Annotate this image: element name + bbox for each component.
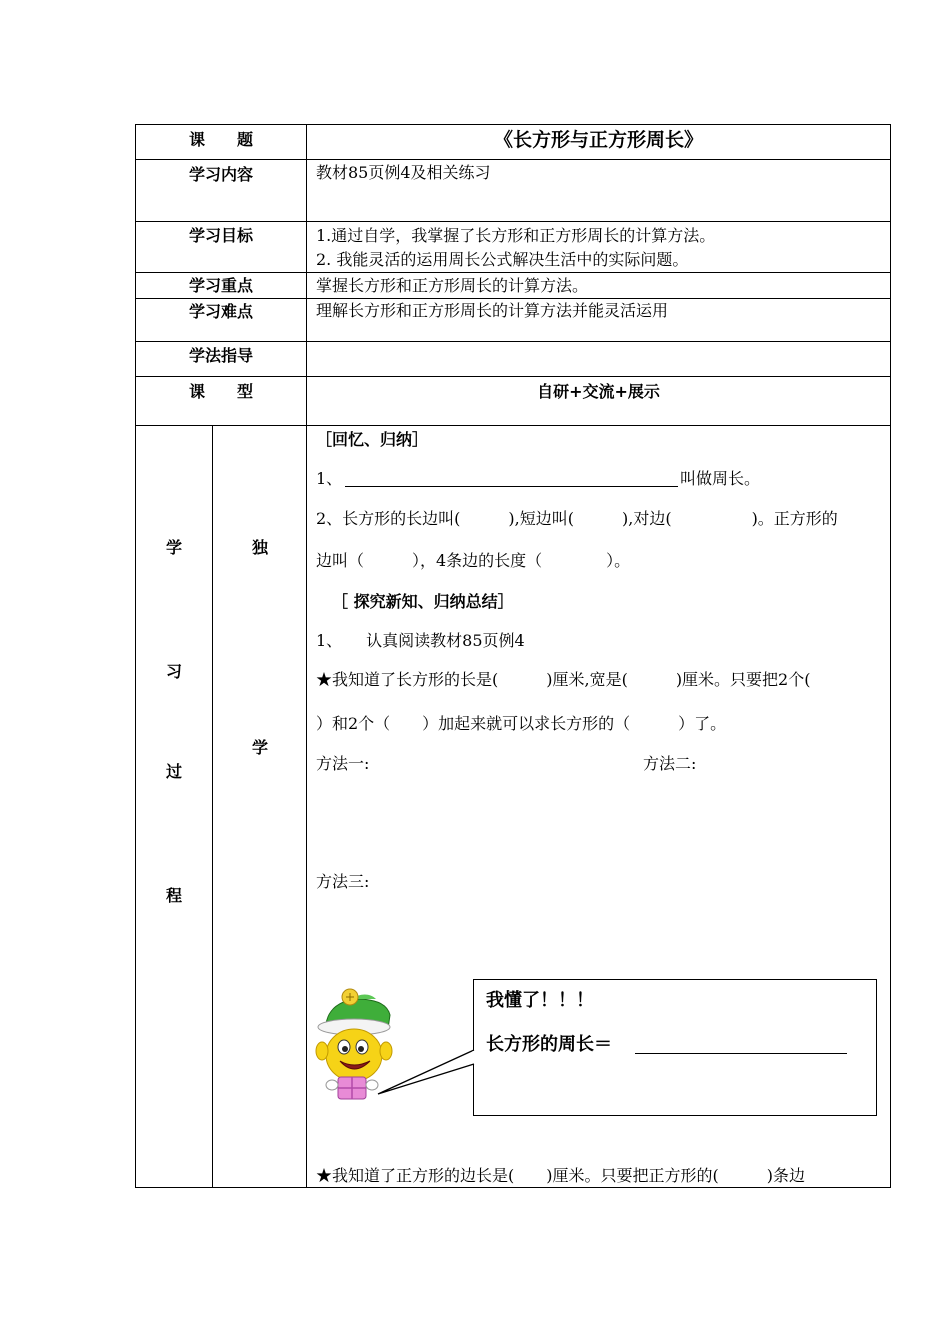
method-two-label: 方法二: bbox=[643, 754, 697, 773]
star-rectangle-line-2: ）和2个（ ）加起来就可以求长方形的（ ）了。 bbox=[316, 714, 727, 733]
key-points-value: 掌握长方形和正方形周长的计算方法。 bbox=[316, 276, 589, 295]
label-content: 学习内容 bbox=[188, 165, 253, 184]
label-method-guide: 学法指导 bbox=[188, 346, 253, 365]
process-char-1: 学 bbox=[166, 538, 183, 557]
bubble-perimeter-formula: 长方形的周长＝ bbox=[486, 1034, 612, 1055]
section-explore-heading: ［ 探究新知、归纳总结］ bbox=[332, 592, 514, 611]
bubble-understood-text: 我懂了！！！ bbox=[486, 990, 594, 1011]
content-value: 教材85页例4及相关练习 bbox=[316, 163, 491, 182]
question-1-prefix: 1、 bbox=[316, 469, 343, 488]
lesson-title: 《长方形与正方形周长》 bbox=[493, 129, 703, 151]
process-char-2: 习 bbox=[166, 662, 183, 681]
star-square-line: ★我知道了正方形的边长是( )厘米。只要把正方形的( )条边 bbox=[316, 1166, 805, 1185]
question-2-line-1: 2、长方形的长边叫( ),短边叫( ),对边( )。正方形的 bbox=[316, 509, 838, 528]
column-divider-inner bbox=[212, 425, 213, 1188]
table-border-top bbox=[135, 124, 891, 125]
label-key-points: 学习重点 bbox=[188, 276, 253, 295]
method-one-label: 方法一: bbox=[316, 754, 370, 773]
goal-line-2: 2. 我能灵活的运用周长公式解决生活中的实际问题。 bbox=[316, 250, 689, 269]
question-1-suffix: 叫做周长。 bbox=[680, 469, 761, 488]
column-divider bbox=[306, 124, 307, 1188]
elf-mascot-icon bbox=[312, 985, 398, 1105]
row-divider bbox=[135, 425, 891, 426]
row-divider bbox=[135, 159, 891, 160]
label-goals: 学习目标 bbox=[188, 226, 253, 245]
section-recall-heading: ［回忆、归纳］ bbox=[316, 430, 429, 449]
label-lesson-type: 课 型 bbox=[188, 382, 253, 401]
method-three-label: 方法三: bbox=[316, 872, 370, 891]
difficulties-value: 理解长方形和正方形周长的计算方法并能灵活运用 bbox=[316, 301, 669, 320]
goal-line-1: 1.通过自学，我掌握了长方形和正方形周长的计算方法。 bbox=[316, 226, 716, 245]
table-border-bottom bbox=[135, 1187, 891, 1188]
self-study-char-2: 学 bbox=[252, 738, 269, 757]
label-difficulties: 学习难点 bbox=[188, 302, 253, 321]
row-divider bbox=[135, 298, 891, 299]
process-char-4: 程 bbox=[166, 886, 183, 905]
row-divider bbox=[135, 221, 891, 222]
self-study-char-1: 独 bbox=[252, 538, 269, 557]
row-divider bbox=[135, 376, 891, 377]
label-topic: 课 题 bbox=[188, 130, 253, 149]
question-2-line-2: 边叫（ ），4条边的长度（ ）。 bbox=[316, 551, 631, 570]
explore-item-1: 1、 认真阅读教材85页例4 bbox=[316, 631, 525, 650]
process-char-3: 过 bbox=[166, 762, 183, 781]
formula-blank-line bbox=[635, 1053, 847, 1054]
lesson-type-value: 自研+交流+展示 bbox=[537, 382, 660, 401]
star-rectangle-line-1: ★我知道了长方形的长是( )厘米,宽是( )厘米。只要把2个( bbox=[316, 670, 811, 689]
row-divider bbox=[135, 272, 891, 273]
row-divider bbox=[135, 341, 891, 342]
table-border-right bbox=[890, 124, 891, 1188]
answer-blank-line bbox=[345, 486, 678, 487]
